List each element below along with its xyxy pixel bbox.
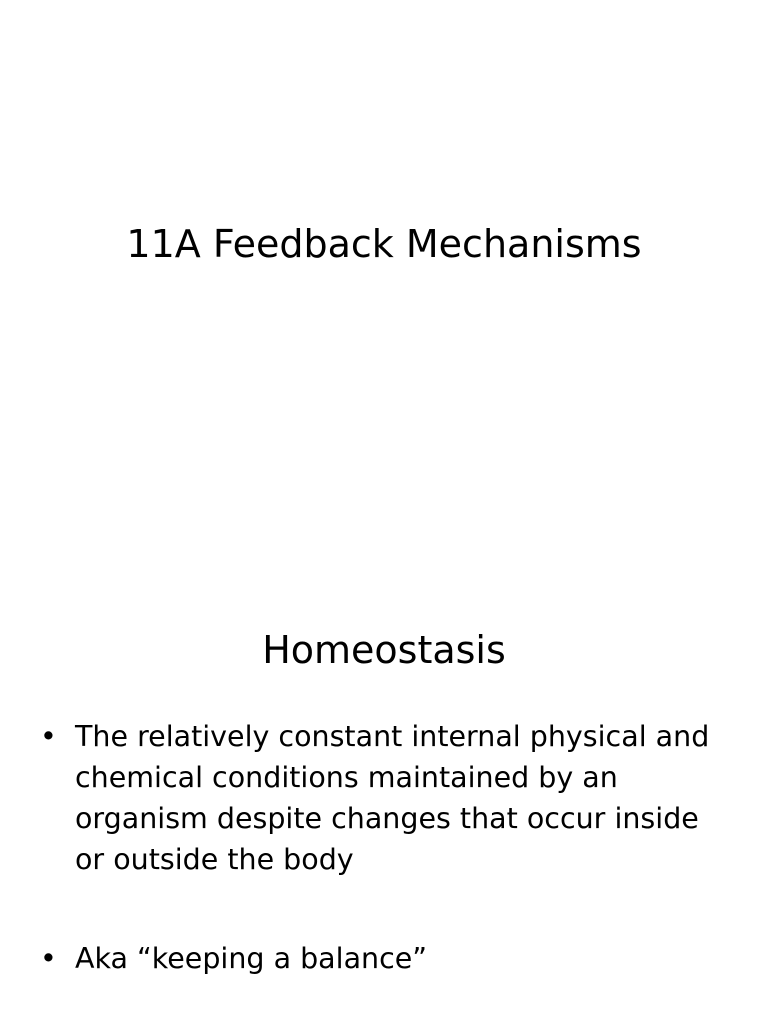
bullet-dot-icon: • — [40, 942, 57, 975]
bullet-item — [40, 938, 730, 979]
bullet-text: The relatively constant internal physical and chemical conditions maintained by an organism despite changes that occur inside or outside the body — [75, 720, 710, 876]
bullet-item — [40, 716, 730, 880]
bullet-list — [40, 716, 730, 979]
bullet-dot-icon: • — [40, 720, 57, 753]
section-heading: Homeostasis — [262, 628, 506, 672]
bullet-text: Aka “keeping a balance” — [75, 942, 428, 975]
slide-title: 11A Feedback Mechanisms — [126, 222, 642, 266]
